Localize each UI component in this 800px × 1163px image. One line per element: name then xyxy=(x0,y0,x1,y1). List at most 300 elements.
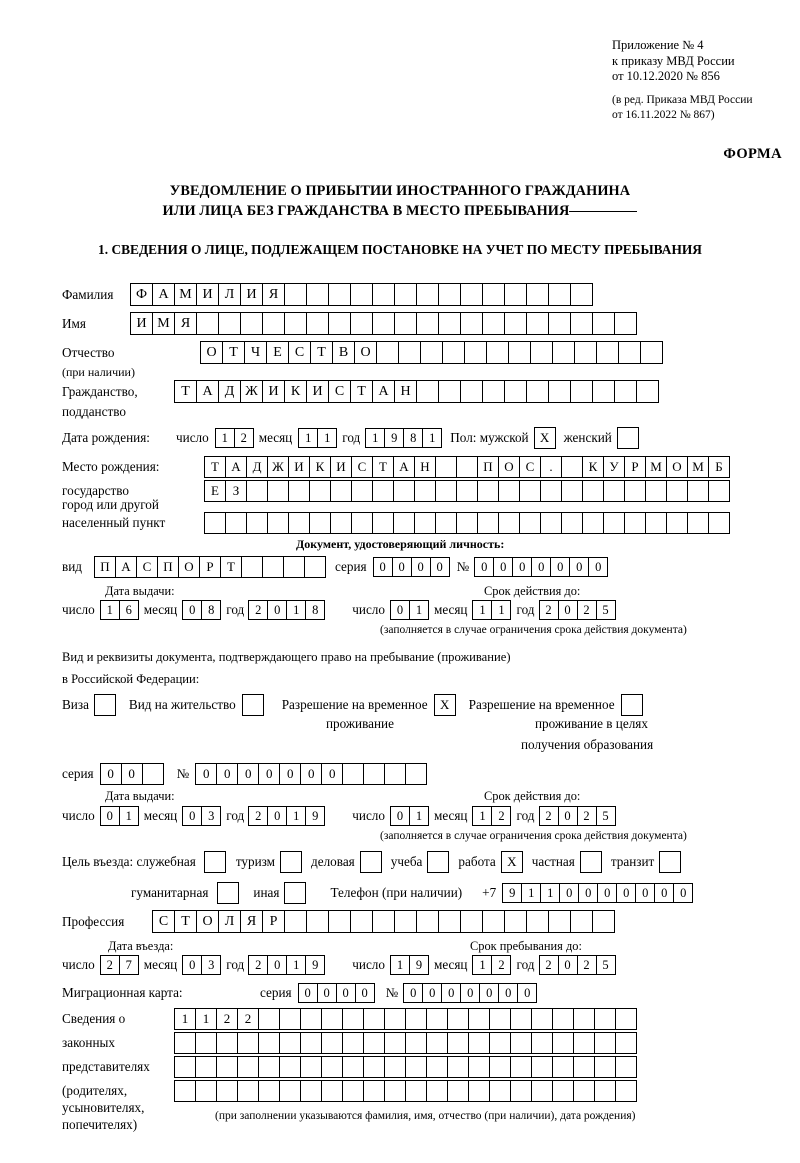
char-cell[interactable] xyxy=(279,1008,301,1030)
char-cell[interactable]: 0 xyxy=(392,557,412,577)
char-cell[interactable]: 2 xyxy=(491,955,511,975)
char-cell[interactable]: 0 xyxy=(654,883,674,903)
char-cell[interactable]: 0 xyxy=(237,763,259,785)
migration-card-number-input[interactable] xyxy=(403,983,536,1003)
char-cell[interactable]: К xyxy=(284,380,307,403)
char-cell[interactable]: И xyxy=(240,283,263,306)
char-cell[interactable]: 0 xyxy=(390,600,410,620)
char-cell[interactable] xyxy=(526,283,549,306)
char-cell[interactable]: П xyxy=(94,556,116,578)
char-cell[interactable]: К xyxy=(309,456,331,478)
char-cell[interactable] xyxy=(519,512,541,534)
profession-input[interactable] xyxy=(152,910,614,933)
char-cell[interactable] xyxy=(237,1080,259,1102)
char-cell[interactable]: 0 xyxy=(550,557,570,577)
char-cell[interactable]: 1 xyxy=(286,955,306,975)
char-cell[interactable]: О xyxy=(196,910,219,933)
char-cell[interactable]: 9 xyxy=(409,955,429,975)
char-cell[interactable] xyxy=(376,341,399,364)
char-cell[interactable]: Ч xyxy=(244,341,267,364)
char-cell[interactable] xyxy=(687,480,709,502)
char-cell[interactable] xyxy=(328,312,351,335)
stay-doc-issue-day-input[interactable] xyxy=(100,806,138,826)
char-cell[interactable] xyxy=(666,480,688,502)
char-cell[interactable] xyxy=(216,1056,238,1078)
char-cell[interactable] xyxy=(573,1056,595,1078)
char-cell[interactable] xyxy=(548,283,571,306)
char-cell[interactable] xyxy=(486,341,509,364)
char-cell[interactable]: 0 xyxy=(498,983,518,1003)
char-cell[interactable] xyxy=(394,283,417,306)
char-cell[interactable]: А xyxy=(152,283,175,306)
char-cell[interactable]: 2 xyxy=(237,1008,259,1030)
char-cell[interactable] xyxy=(284,283,307,306)
id-doc-number-input[interactable] xyxy=(474,557,607,577)
entry-year-input[interactable] xyxy=(248,955,324,975)
char-cell[interactable] xyxy=(460,283,483,306)
char-cell[interactable] xyxy=(615,1032,637,1054)
char-cell[interactable] xyxy=(306,910,329,933)
char-cell[interactable]: 0 xyxy=(474,557,494,577)
char-cell[interactable] xyxy=(416,312,439,335)
char-cell[interactable]: 9 xyxy=(305,955,325,975)
char-cell[interactable]: И xyxy=(306,380,329,403)
char-cell[interactable]: 0 xyxy=(390,806,410,826)
char-cell[interactable]: 0 xyxy=(512,557,532,577)
char-cell[interactable]: 0 xyxy=(267,806,287,826)
name-input[interactable] xyxy=(130,312,636,335)
char-cell[interactable] xyxy=(306,312,329,335)
char-cell[interactable] xyxy=(330,480,352,502)
char-cell[interactable]: 0 xyxy=(300,763,322,785)
char-cell[interactable] xyxy=(708,512,730,534)
char-cell[interactable] xyxy=(498,512,520,534)
char-cell[interactable]: Р xyxy=(262,910,285,933)
char-cell[interactable]: 2 xyxy=(539,600,559,620)
char-cell[interactable] xyxy=(447,1056,469,1078)
char-cell[interactable] xyxy=(456,480,478,502)
char-cell[interactable]: . xyxy=(540,456,562,478)
purpose-business-checkbox[interactable] xyxy=(360,851,382,873)
char-cell[interactable] xyxy=(645,512,667,534)
char-cell[interactable] xyxy=(328,283,351,306)
char-cell[interactable]: Я xyxy=(174,312,197,335)
char-cell[interactable] xyxy=(570,283,593,306)
char-cell[interactable]: 0 xyxy=(182,600,202,620)
char-cell[interactable]: Л xyxy=(218,283,241,306)
char-cell[interactable] xyxy=(447,1080,469,1102)
char-cell[interactable]: 1 xyxy=(472,806,492,826)
char-cell[interactable] xyxy=(570,380,593,403)
char-cell[interactable]: 9 xyxy=(305,806,325,826)
rep-input-row-4[interactable] xyxy=(174,1080,636,1102)
char-cell[interactable]: В xyxy=(332,341,355,364)
birthplace-city-input[interactable] xyxy=(204,480,729,502)
char-cell[interactable]: 0 xyxy=(403,983,423,1003)
temp-residence-checkbox[interactable]: X xyxy=(434,694,456,716)
char-cell[interactable] xyxy=(508,341,531,364)
char-cell[interactable] xyxy=(351,480,373,502)
char-cell[interactable] xyxy=(405,763,427,785)
char-cell[interactable] xyxy=(195,1056,217,1078)
char-cell[interactable] xyxy=(384,1032,406,1054)
char-cell[interactable]: 0 xyxy=(635,883,655,903)
char-cell[interactable] xyxy=(405,1008,427,1030)
char-cell[interactable] xyxy=(482,910,505,933)
char-cell[interactable] xyxy=(531,1032,553,1054)
char-cell[interactable] xyxy=(342,1032,364,1054)
char-cell[interactable]: Т xyxy=(350,380,373,403)
stay-month-input[interactable] xyxy=(472,955,510,975)
char-cell[interactable] xyxy=(531,1080,553,1102)
char-cell[interactable]: 3 xyxy=(201,806,221,826)
char-cell[interactable]: 1 xyxy=(119,806,139,826)
char-cell[interactable]: Т xyxy=(174,380,197,403)
char-cell[interactable]: Т xyxy=(204,456,226,478)
char-cell[interactable] xyxy=(548,910,571,933)
char-cell[interactable] xyxy=(218,312,241,335)
char-cell[interactable] xyxy=(174,1056,196,1078)
char-cell[interactable] xyxy=(195,1080,217,1102)
char-cell[interactable] xyxy=(321,1056,343,1078)
birth-year-input[interactable] xyxy=(365,428,441,448)
char-cell[interactable]: 0 xyxy=(460,983,480,1003)
char-cell[interactable] xyxy=(447,1032,469,1054)
char-cell[interactable] xyxy=(416,283,439,306)
char-cell[interactable]: 0 xyxy=(267,600,287,620)
char-cell[interactable] xyxy=(561,456,583,478)
char-cell[interactable]: П xyxy=(157,556,179,578)
char-cell[interactable] xyxy=(510,1056,532,1078)
char-cell[interactable]: 7 xyxy=(119,955,139,975)
char-cell[interactable]: 2 xyxy=(491,806,511,826)
char-cell[interactable]: 5 xyxy=(596,806,616,826)
char-cell[interactable] xyxy=(225,512,247,534)
surname-input[interactable] xyxy=(130,283,592,306)
char-cell[interactable] xyxy=(573,1080,595,1102)
char-cell[interactable] xyxy=(624,512,646,534)
char-cell[interactable] xyxy=(456,512,478,534)
char-cell[interactable] xyxy=(435,456,457,478)
stay-doc-issue-year-input[interactable] xyxy=(248,806,324,826)
char-cell[interactable]: 8 xyxy=(305,600,325,620)
char-cell[interactable]: 0 xyxy=(182,806,202,826)
char-cell[interactable]: 0 xyxy=(336,983,356,1003)
char-cell[interactable] xyxy=(414,512,436,534)
char-cell[interactable]: Е xyxy=(204,480,226,502)
char-cell[interactable]: 0 xyxy=(216,763,238,785)
char-cell[interactable] xyxy=(350,910,373,933)
char-cell[interactable]: К xyxy=(582,456,604,478)
char-cell[interactable] xyxy=(573,1032,595,1054)
char-cell[interactable]: М xyxy=(174,283,197,306)
entry-month-input[interactable] xyxy=(182,955,220,975)
char-cell[interactable] xyxy=(510,1080,532,1102)
char-cell[interactable]: 1 xyxy=(317,428,337,448)
char-cell[interactable]: 8 xyxy=(403,428,423,448)
char-cell[interactable] xyxy=(258,1032,280,1054)
char-cell[interactable] xyxy=(708,480,730,502)
char-cell[interactable] xyxy=(414,480,436,502)
char-cell[interactable] xyxy=(283,556,305,578)
char-cell[interactable]: 1 xyxy=(521,883,541,903)
stay-doc-issue-month-input[interactable] xyxy=(182,806,220,826)
char-cell[interactable] xyxy=(504,283,527,306)
char-cell[interactable]: 0 xyxy=(588,557,608,577)
stay-doc-series-input[interactable] xyxy=(100,763,163,785)
char-cell[interactable] xyxy=(438,283,461,306)
char-cell[interactable] xyxy=(142,763,164,785)
char-cell[interactable]: М xyxy=(645,456,667,478)
char-cell[interactable]: Т xyxy=(222,341,245,364)
char-cell[interactable] xyxy=(464,341,487,364)
char-cell[interactable]: А xyxy=(393,456,415,478)
char-cell[interactable]: Ж xyxy=(267,456,289,478)
char-cell[interactable]: 0 xyxy=(558,806,578,826)
char-cell[interactable] xyxy=(582,480,604,502)
char-cell[interactable] xyxy=(615,1056,637,1078)
stay-doc-valid-day-input[interactable] xyxy=(390,806,428,826)
char-cell[interactable] xyxy=(460,910,483,933)
char-cell[interactable] xyxy=(614,380,637,403)
id-doc-series-input[interactable] xyxy=(373,557,449,577)
char-cell[interactable]: Н xyxy=(394,380,417,403)
char-cell[interactable] xyxy=(267,480,289,502)
char-cell[interactable] xyxy=(645,480,667,502)
char-cell[interactable]: М xyxy=(687,456,709,478)
char-cell[interactable] xyxy=(384,1056,406,1078)
char-cell[interactable]: И xyxy=(196,283,219,306)
char-cell[interactable] xyxy=(393,512,415,534)
char-cell[interactable]: 1 xyxy=(174,1008,196,1030)
char-cell[interactable] xyxy=(498,480,520,502)
char-cell[interactable]: 0 xyxy=(616,883,636,903)
char-cell[interactable] xyxy=(477,480,499,502)
char-cell[interactable] xyxy=(574,341,597,364)
char-cell[interactable]: З xyxy=(225,480,247,502)
char-cell[interactable]: 0 xyxy=(355,983,375,1003)
char-cell[interactable] xyxy=(309,512,331,534)
char-cell[interactable]: П xyxy=(477,456,499,478)
char-cell[interactable]: С xyxy=(351,456,373,478)
char-cell[interactable] xyxy=(552,1080,574,1102)
id-doc-issue-month-input[interactable] xyxy=(182,600,220,620)
char-cell[interactable] xyxy=(240,312,263,335)
purpose-transit-checkbox[interactable] xyxy=(659,851,681,873)
char-cell[interactable]: 1 xyxy=(472,955,492,975)
char-cell[interactable] xyxy=(570,910,593,933)
purpose-service-checkbox[interactable] xyxy=(204,851,226,873)
char-cell[interactable] xyxy=(435,480,457,502)
char-cell[interactable] xyxy=(426,1032,448,1054)
citizenship-input[interactable] xyxy=(174,380,658,403)
char-cell[interactable] xyxy=(561,512,583,534)
char-cell[interactable]: 0 xyxy=(493,557,513,577)
purpose-other-checkbox[interactable] xyxy=(284,882,306,904)
char-cell[interactable] xyxy=(582,512,604,534)
char-cell[interactable] xyxy=(420,341,443,364)
char-cell[interactable]: 1 xyxy=(298,428,318,448)
char-cell[interactable]: 0 xyxy=(558,600,578,620)
char-cell[interactable] xyxy=(482,312,505,335)
char-cell[interactable]: 0 xyxy=(100,763,122,785)
rep-input-row-3[interactable] xyxy=(174,1056,636,1078)
char-cell[interactable] xyxy=(442,341,465,364)
char-cell[interactable]: 0 xyxy=(100,806,120,826)
char-cell[interactable] xyxy=(666,512,688,534)
char-cell[interactable] xyxy=(300,1008,322,1030)
char-cell[interactable] xyxy=(594,1032,616,1054)
patronymic-input[interactable] xyxy=(200,341,662,364)
char-cell[interactable]: Л xyxy=(218,910,241,933)
char-cell[interactable]: 2 xyxy=(100,955,120,975)
char-cell[interactable] xyxy=(351,512,373,534)
stay-doc-number-input[interactable] xyxy=(195,763,426,785)
char-cell[interactable] xyxy=(288,512,310,534)
rep-input-row-1[interactable] xyxy=(174,1008,636,1030)
char-cell[interactable] xyxy=(279,1080,301,1102)
char-cell[interactable] xyxy=(510,1032,532,1054)
char-cell[interactable]: М xyxy=(152,312,175,335)
char-cell[interactable] xyxy=(519,480,541,502)
char-cell[interactable] xyxy=(531,1056,553,1078)
char-cell[interactable] xyxy=(216,1080,238,1102)
char-cell[interactable] xyxy=(393,480,415,502)
char-cell[interactable] xyxy=(504,312,527,335)
char-cell[interactable]: Б xyxy=(708,456,730,478)
char-cell[interactable]: 0 xyxy=(121,763,143,785)
char-cell[interactable] xyxy=(342,1080,364,1102)
char-cell[interactable] xyxy=(372,910,395,933)
char-cell[interactable]: 0 xyxy=(673,883,693,903)
char-cell[interactable] xyxy=(573,1008,595,1030)
char-cell[interactable]: 1 xyxy=(100,600,120,620)
char-cell[interactable] xyxy=(258,1056,280,1078)
char-cell[interactable] xyxy=(174,1080,196,1102)
char-cell[interactable] xyxy=(548,312,571,335)
char-cell[interactable] xyxy=(350,283,373,306)
entry-day-input[interactable] xyxy=(100,955,138,975)
char-cell[interactable]: И xyxy=(130,312,153,335)
char-cell[interactable]: Р xyxy=(624,456,646,478)
id-doc-type-input[interactable] xyxy=(94,556,325,578)
char-cell[interactable]: 0 xyxy=(479,983,499,1003)
char-cell[interactable] xyxy=(309,480,331,502)
char-cell[interactable] xyxy=(526,910,549,933)
char-cell[interactable] xyxy=(596,341,619,364)
char-cell[interactable] xyxy=(405,1080,427,1102)
char-cell[interactable]: Т xyxy=(220,556,242,578)
char-cell[interactable] xyxy=(241,556,263,578)
char-cell[interactable] xyxy=(447,1008,469,1030)
char-cell[interactable]: А xyxy=(225,456,247,478)
char-cell[interactable] xyxy=(342,763,364,785)
char-cell[interactable] xyxy=(262,312,285,335)
char-cell[interactable]: 1 xyxy=(215,428,235,448)
char-cell[interactable]: Д xyxy=(218,380,241,403)
visa-checkbox[interactable] xyxy=(94,694,116,716)
char-cell[interactable]: 0 xyxy=(258,763,280,785)
char-cell[interactable] xyxy=(363,763,385,785)
char-cell[interactable] xyxy=(394,910,417,933)
char-cell[interactable] xyxy=(384,1008,406,1030)
char-cell[interactable] xyxy=(300,1032,322,1054)
char-cell[interactable] xyxy=(196,312,219,335)
char-cell[interactable] xyxy=(328,910,351,933)
char-cell[interactable] xyxy=(624,480,646,502)
char-cell[interactable] xyxy=(258,1080,280,1102)
char-cell[interactable] xyxy=(614,312,637,335)
char-cell[interactable] xyxy=(592,910,615,933)
char-cell[interactable] xyxy=(237,1056,259,1078)
stay-day-input[interactable] xyxy=(390,955,428,975)
char-cell[interactable]: 0 xyxy=(317,983,337,1003)
char-cell[interactable] xyxy=(195,1032,217,1054)
char-cell[interactable]: 1 xyxy=(286,806,306,826)
char-cell[interactable] xyxy=(540,480,562,502)
char-cell[interactable] xyxy=(426,1008,448,1030)
char-cell[interactable] xyxy=(321,1008,343,1030)
char-cell[interactable] xyxy=(372,312,395,335)
char-cell[interactable] xyxy=(363,1008,385,1030)
char-cell[interactable]: 0 xyxy=(411,557,431,577)
char-cell[interactable] xyxy=(489,1032,511,1054)
char-cell[interactable] xyxy=(552,341,575,364)
char-cell[interactable] xyxy=(416,380,439,403)
char-cell[interactable]: Т xyxy=(174,910,197,933)
char-cell[interactable] xyxy=(594,1056,616,1078)
char-cell[interactable]: 2 xyxy=(216,1008,238,1030)
birth-month-input[interactable] xyxy=(298,428,336,448)
char-cell[interactable] xyxy=(489,1008,511,1030)
char-cell[interactable] xyxy=(405,1056,427,1078)
residence-permit-checkbox[interactable] xyxy=(242,694,264,716)
char-cell[interactable] xyxy=(468,1008,490,1030)
char-cell[interactable] xyxy=(363,1080,385,1102)
char-cell[interactable] xyxy=(468,1056,490,1078)
char-cell[interactable]: 1 xyxy=(390,955,410,975)
sex-female-checkbox[interactable] xyxy=(617,427,639,449)
char-cell[interactable] xyxy=(615,1080,637,1102)
char-cell[interactable] xyxy=(438,380,461,403)
char-cell[interactable]: 8 xyxy=(201,600,221,620)
char-cell[interactable] xyxy=(321,1032,343,1054)
char-cell[interactable] xyxy=(306,283,329,306)
char-cell[interactable] xyxy=(426,1080,448,1102)
char-cell[interactable]: И xyxy=(262,380,285,403)
char-cell[interactable]: О xyxy=(200,341,223,364)
char-cell[interactable]: 0 xyxy=(422,983,442,1003)
char-cell[interactable] xyxy=(460,312,483,335)
char-cell[interactable] xyxy=(258,1008,280,1030)
stay-doc-valid-month-input[interactable] xyxy=(472,806,510,826)
char-cell[interactable] xyxy=(552,1056,574,1078)
char-cell[interactable]: 1 xyxy=(195,1008,217,1030)
char-cell[interactable]: 0 xyxy=(321,763,343,785)
char-cell[interactable] xyxy=(372,512,394,534)
id-doc-issue-day-input[interactable] xyxy=(100,600,138,620)
char-cell[interactable] xyxy=(350,312,373,335)
char-cell[interactable] xyxy=(262,556,284,578)
char-cell[interactable] xyxy=(284,312,307,335)
char-cell[interactable] xyxy=(435,512,457,534)
char-cell[interactable]: 0 xyxy=(373,557,393,577)
char-cell[interactable]: О xyxy=(666,456,688,478)
char-cell[interactable] xyxy=(504,380,527,403)
birthplace-settlement-input[interactable] xyxy=(204,512,729,534)
char-cell[interactable]: 2 xyxy=(577,600,597,620)
char-cell[interactable] xyxy=(594,1008,616,1030)
